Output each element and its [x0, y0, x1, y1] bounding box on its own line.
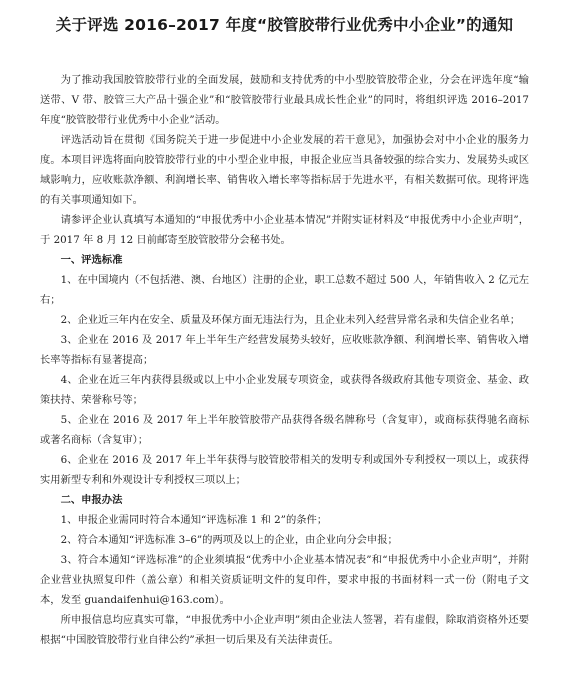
paragraph: 2、符合本通知“评选标准 3–6”的两项及以上的企业，由企业向分会申报； [60, 534, 398, 546]
document-title: 关于评选 2016–2017 年度“胶管胶带行业优秀中小企业”的通知 [55, 16, 514, 34]
paragraph: 为了推动我国胶管胶带行业的全面发展，鼓励和支持优秀的中小型胶管胶带企业，分会在评选年度“输送带、V 带、胶管三大产品十强企业”和“胶管胶带行业最具成长性企业”的同时，将组织评选 2016–2017 年度“胶管胶带行业优秀中小企业”活动。 [40, 74, 529, 126]
section-heading: 二、申报办法 [60, 494, 123, 506]
paragraph: 3、企业在 2016 及 2017 年上半年生产经营发展势头较好，应收账款净额、利润增长率、销售收入增长率等指标有显著提高； [40, 334, 529, 366]
paragraph: 2、企业近三年内在安全、质量及环保方面无违法行为，且企业未列入经营异常名录和失信企业名单； [60, 314, 521, 326]
document-body [40, 70, 529, 650]
paragraph: 4、企业在近三年内获得县级或以上中小企业发展专项资金，或获得各级政府其他专项资金、基金、政策扶持、荣誉称号等； [40, 374, 529, 406]
paragraph: 请参评企业认真填写本通知的“申报优秀中小企业基本情况”并附实证材料及“申报优秀中小企业声明”，于 2017 年 8 月 12 日前邮寄至胶管胶带分会秘书处。 [40, 214, 529, 246]
section-heading: 一、评选标准 [60, 254, 123, 266]
paragraph: 3、符合本通知“评选标准”的企业须填报“优秀中小企业基本情况表”和“申报优秀中小企业声明”，并附企业营业执照复印件（盖公章）和相关资质证明文件的复印件，要求申报的书面材料一式一份（附电子文本，发至 guandaifenhui@163.com）。 [40, 554, 529, 606]
paragraph: 评选活动旨在贯彻《国务院关于进一步促进中小企业发展的若干意见》，加强协会对中小企业的服务力度。本项目评选将面向胶管胶带行业的中小型企业申报，申报企业应当具备较强的综合实力、发展势头或区域影响力，应收账款净额、利润增长率、销售收入增长率等指标居于先进水平，有相关数据可依。现将评选的有关事项通知如下。 [40, 134, 529, 206]
paragraph: 5、企业在 2016 及 2017 年上半年胶管胶带产品获得各级名牌称号（含复审），或商标获得驰名商标或著名商标（含复审）； [40, 414, 529, 446]
paragraph: 所申报信息均应真实可靠，“申报优秀中小企业声明”须由企业法人签署，若有虚假，除取消资格外还要根据“中国胶管胶带行业自律公约”承担一切后果及有关法律责任。 [40, 614, 529, 646]
paragraph: 6、企业在 2016 及 2017 年上半年获得与胶管胶带相关的发明专利或国外专利授权一项以上，或获得实用新型专利和外观设计专利授权三项以上； [40, 454, 529, 486]
paragraph: 1、在中国境内（不包括港、澳、台地区）注册的企业，职工总数不超过 500 人，年销售收入 2 亿元左右； [40, 274, 529, 306]
paragraph: 1、申报企业需同时符合本通知“评选标准 1 和 2”的条件； [60, 514, 328, 526]
